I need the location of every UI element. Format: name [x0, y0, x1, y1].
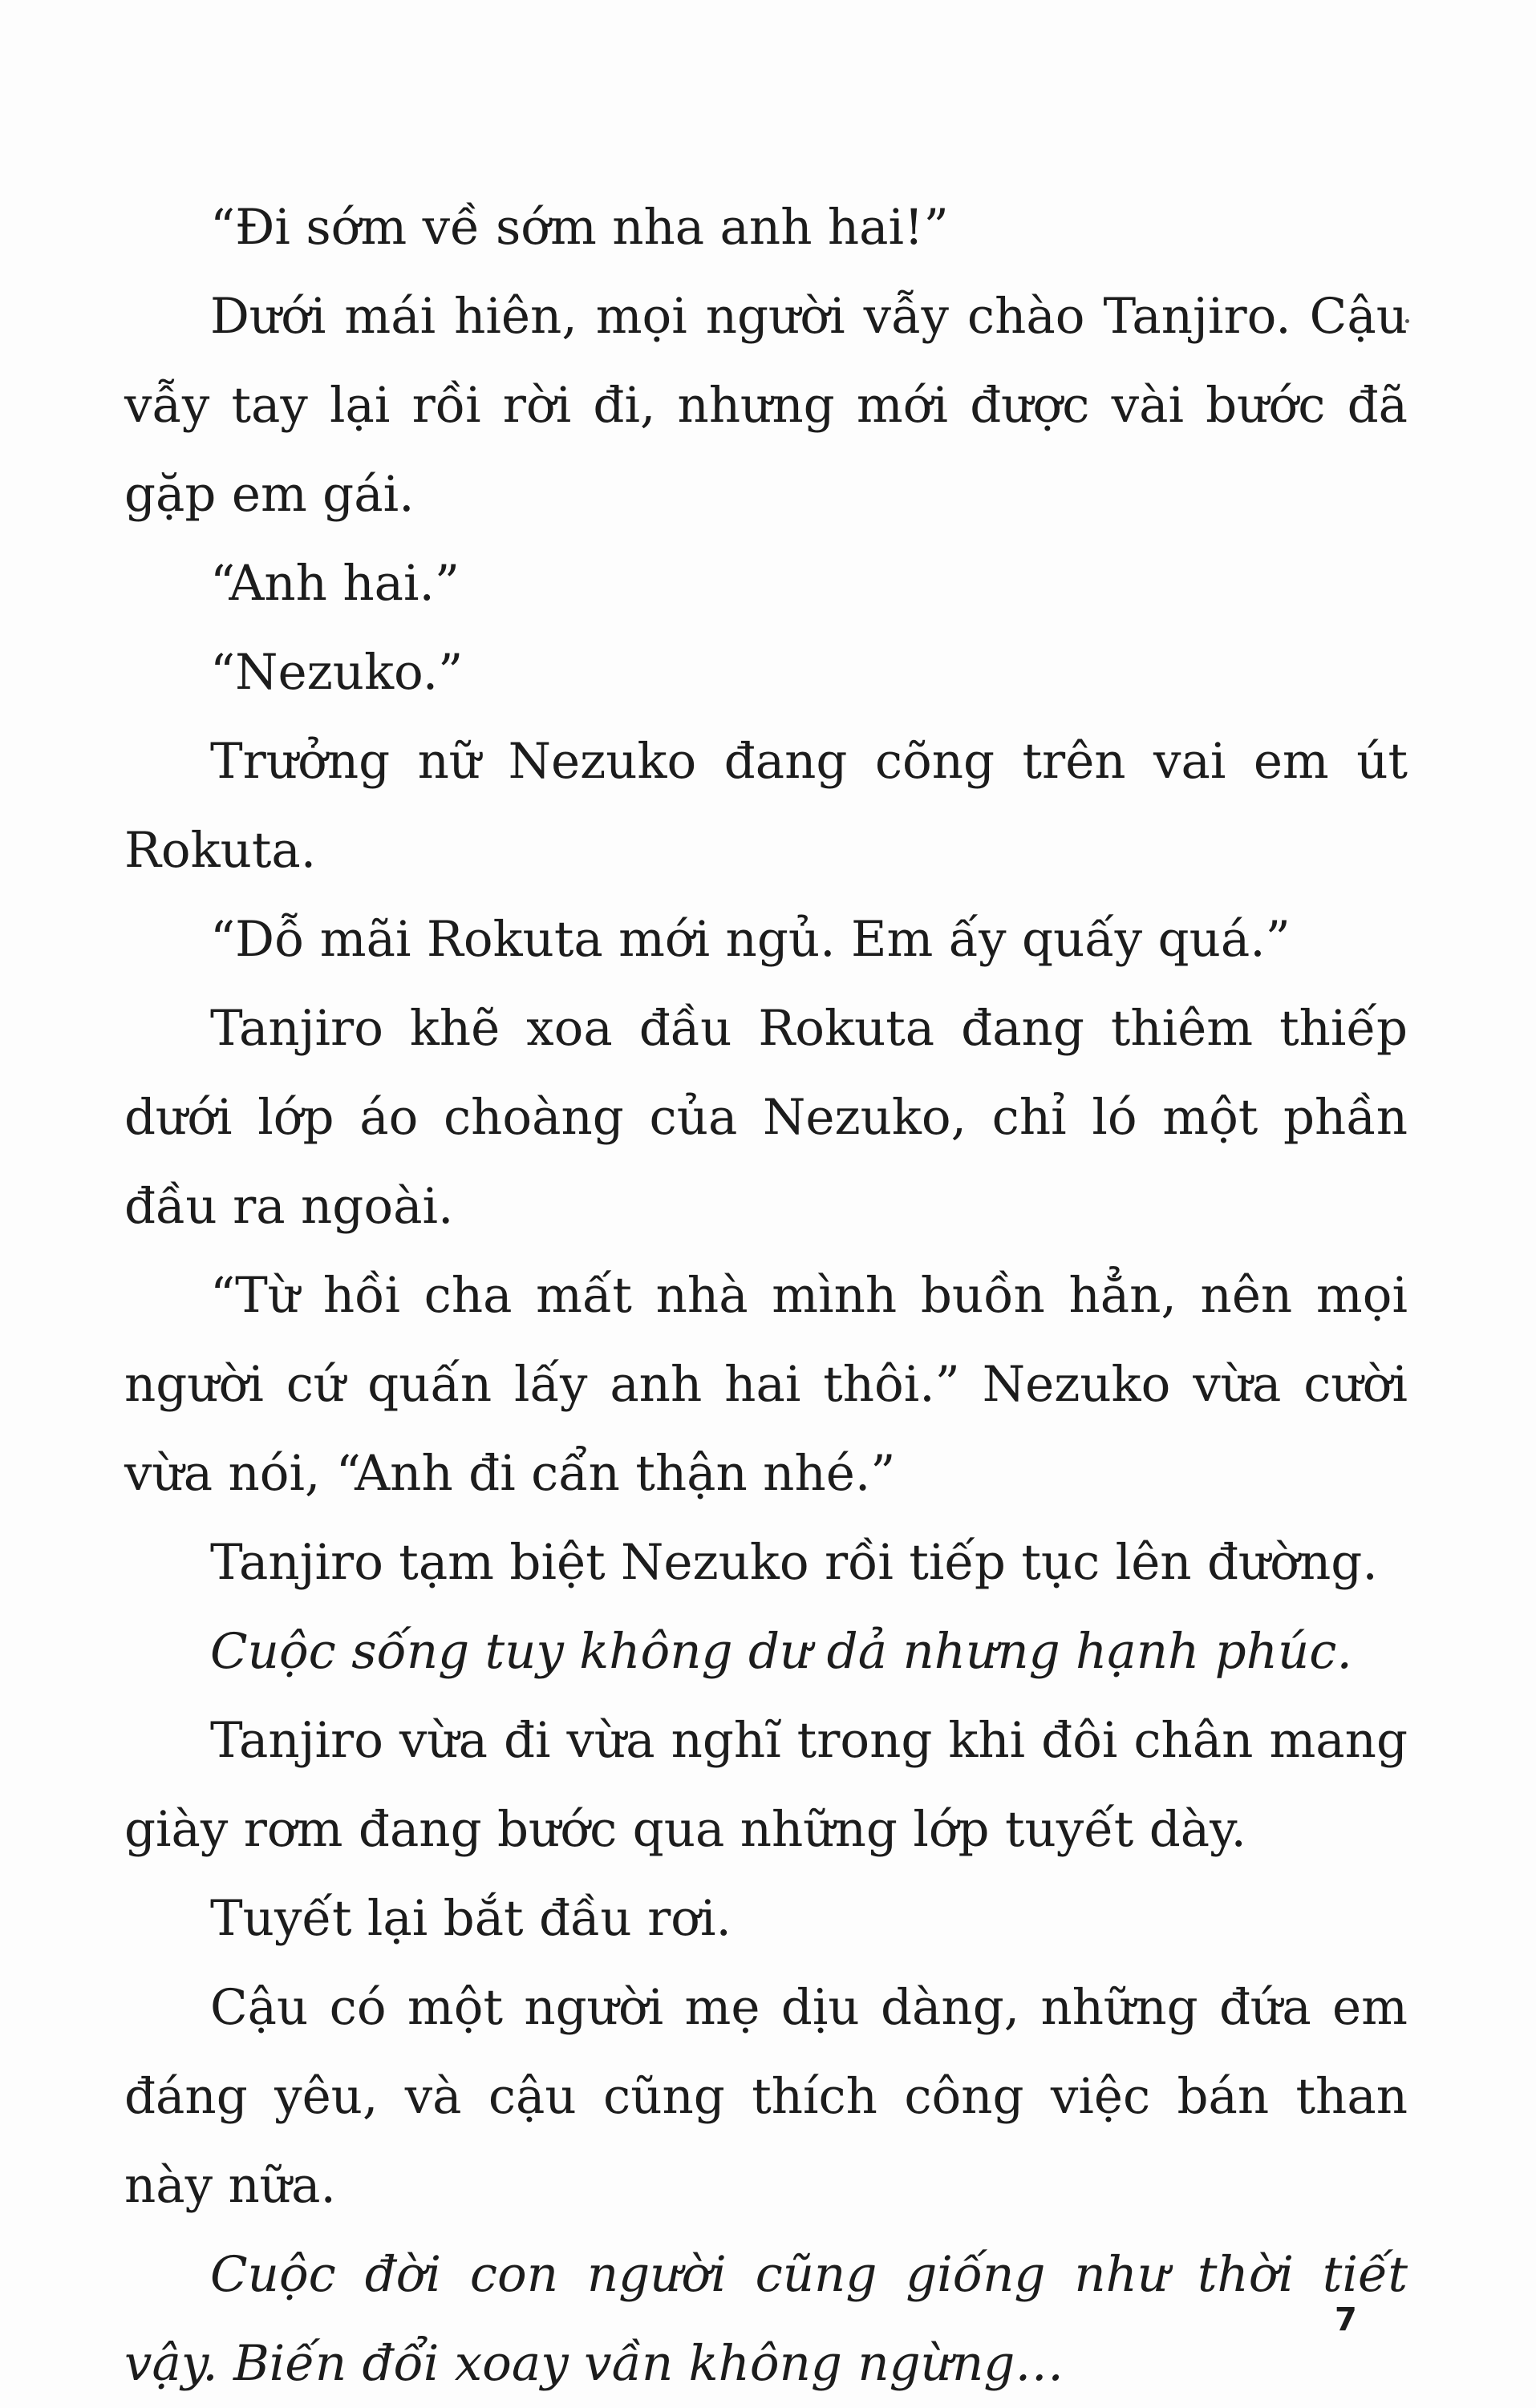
- paragraph: “Dỗ mãi Rokuta mới ngủ. Em ấy quấy quá.”: [210, 911, 1291, 968]
- paragraph: Tanjiro tạm biệt Nezuko rồi tiếp tục lên đường.: [210, 1534, 1378, 1591]
- paragraph: Tuyết lại bắt đầu rơi.: [210, 1890, 732, 1947]
- paragraph: “Nezuko.”: [210, 644, 464, 701]
- paragraph: Trưởng nữ Nezuko đang cõng trên vai em út Rokuta.: [124, 733, 1408, 879]
- paragraph: “Từ hồi cha mất nhà mình buồn hẳn, nên mọi người cứ quấn lấy anh hai thôi.” Nezuko vừa cười vừa nói, “Anh đi cẩn thận nhé.”: [124, 1267, 1408, 1502]
- paragraph: “Đi sớm về sớm nha anh hai!”: [210, 199, 949, 256]
- italic-thought: Cuộc sống tuy không dư dả nhưng hạnh phúc.: [210, 1623, 1352, 1680]
- page-number: 7: [1335, 2301, 1357, 2338]
- paragraph: Tanjiro khẽ xoa đầu Rokuta đang thiêm thiếp dưới lớp áo choàng của Nezuko, chỉ ló một phần đầu ra ngoài.: [124, 1000, 1408, 1235]
- paragraph: Cậu có một người mẹ dịu dàng, những đứa em đáng yêu, và cậu cũng thích công việc bán than này nữa.: [124, 1979, 1408, 2214]
- paragraph: Tanjiro vừa đi vừa nghĩ trong khi đôi chân mang giày rơm đang bước qua những lớp tuyết dày.: [124, 1712, 1408, 1858]
- paragraph: “Anh hai.”: [210, 555, 460, 612]
- paragraph: Dưới mái hiên, mọi người vẫy chào Tanjiro. Cậu vẫy tay lại rồi rời đi, nhưng mới được vài bước đã gặp em gái.: [124, 288, 1408, 523]
- body-text: [124, 183, 1408, 2408]
- italic-thought: Cuộc đời con người cũng giống như thời tiết vậy. Biến đổi xoay vần không ngừng…: [124, 2246, 1408, 2392]
